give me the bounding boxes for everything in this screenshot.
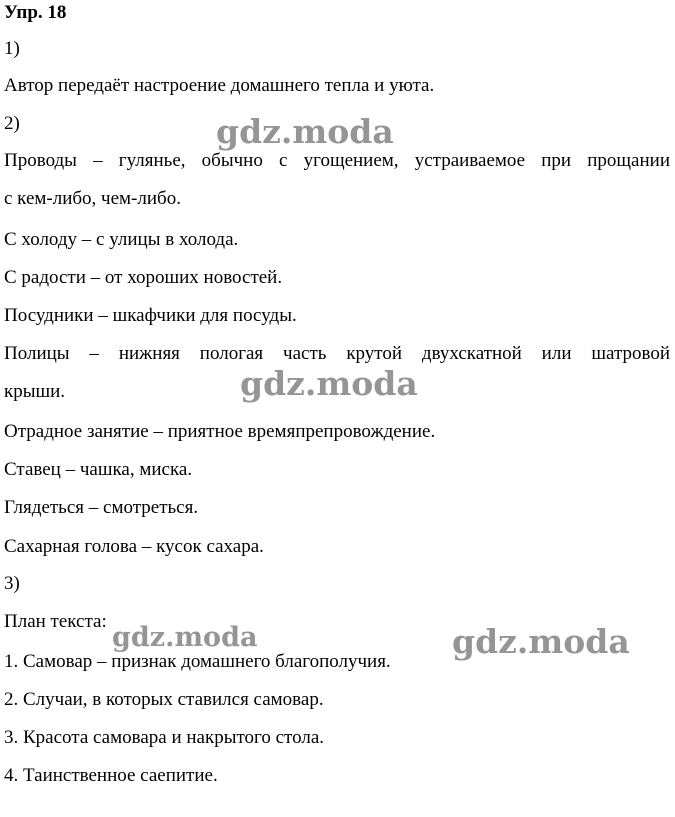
definition-line: крыши.	[4, 381, 66, 402]
watermark: gdz.moda	[216, 112, 394, 151]
definition-line: Проводы – гулянье, обычно с угощением, устраиваемое при прощании	[4, 150, 670, 171]
section-1-text: Автор передаёт настроение домашнего тепла и уюта.	[4, 75, 435, 96]
definition-line: Сахарная голова – кусок сахара.	[4, 536, 264, 557]
section-3-number: 3)	[4, 573, 20, 594]
plan-title: План текста:	[4, 611, 107, 632]
watermark: gdz.moda	[452, 622, 630, 661]
exercise-title: Упр. 18	[4, 2, 67, 23]
definition-line: Глядеться – смотреться.	[4, 497, 199, 518]
definition-line: Отрадное занятие – приятное времяпрепровождение.	[4, 421, 436, 442]
plan-item: 2. Случаи, в которых ставился самовар.	[4, 689, 324, 710]
definition-line: Полицы – нижняя пологая часть крутой двухскатной или шатровой	[4, 343, 670, 364]
definition-line: с кем-либо, чем-либо.	[4, 188, 181, 209]
watermark: gdz.moda	[240, 364, 418, 403]
definition-line: С холоду – с улицы в холода.	[4, 229, 239, 250]
section-1-number: 1)	[4, 38, 20, 59]
definition-line: Посудники – шкафчики для посуды.	[4, 305, 297, 326]
watermark: gdz.moda	[112, 622, 258, 653]
plan-item: 3. Красота самовара и накрытого стола.	[4, 727, 325, 748]
definition-line: С радости – от хороших новостей.	[4, 267, 283, 288]
plan-item: 1. Самовар – признак домашнего благополучия.	[4, 651, 391, 672]
definition-line: Ставец – чашка, миска.	[4, 459, 193, 480]
section-2-number: 2)	[4, 113, 20, 134]
plan-item: 4. Таинственное саепитие.	[4, 765, 218, 786]
